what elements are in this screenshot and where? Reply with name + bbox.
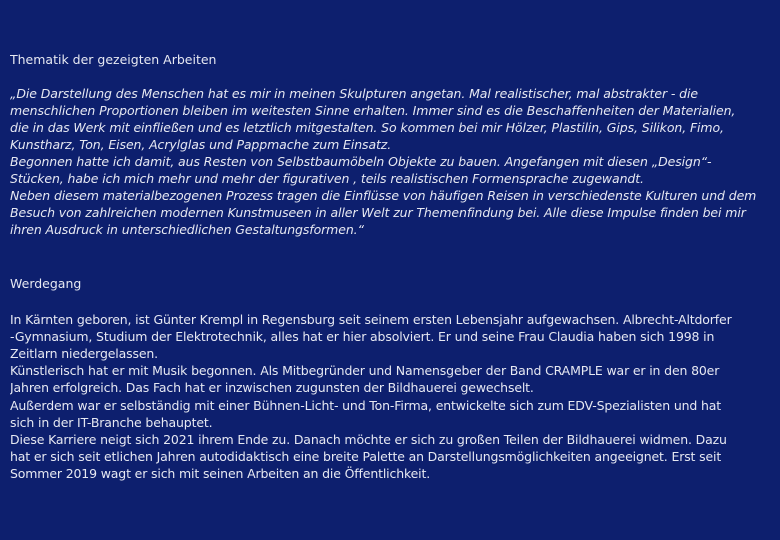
section-heading-werdegang: Werdegang <box>10 276 82 291</box>
bio-line: sich in der IT-Branche behauptet. <box>10 415 213 430</box>
quote-line: ihren Ausdruck in unterschiedlichen Gestaltungsformen.“ <box>10 222 364 237</box>
bio-line: Diese Karriere neigt sich 2021 ihrem Ende zu. Danach möchte er sich zu großen Teilen der Bildhauerei widmen. Dazu <box>10 432 727 447</box>
quote-line: Besuch von zahlreichen modernen Kunstmuseen in aller Welt zur Themenfindung bei. Alle diese Impulse finden bei mir <box>10 205 746 220</box>
quote-line: Kunstharz, Ton, Eisen, Acrylglas und Pappmache zum Einsatz. <box>10 137 392 152</box>
quote-line: menschlichen Proportionen bleiben im weitesten Sinne erhalten. Immer sind es die Beschaffenheiten der Materialien, <box>10 103 736 118</box>
quote-line: „Die Darstellung des Menschen hat es mir in meinen Skulpturen angetan. Mal realistischer, mal abstrakter - die <box>10 86 698 101</box>
bio-line: Außerdem war er selbständig mit einer Bühnen-Licht- und Ton-Firma, entwickelte sich zum EDV-Spezialisten und hat <box>10 398 722 413</box>
bio-line: Jahren erfolgreich. Das Fach hat er inzwischen zugunsten der Bildhauerei gewechselt. <box>10 380 534 395</box>
bio-line: In Kärnten geboren, ist Günter Krempl in Regensburg seit seinem ersten Lebensjahr aufgewachsen. Albrecht-Altdorfer <box>10 312 732 327</box>
quote-line: Begonnen hatte ich damit, aus Resten von Selbstbaumöbeln Objekte zu bauen. Angefangen mit diesen „Design“- <box>10 154 712 169</box>
quote-line: die in das Werk mit einfließen und es letztlich mitgestalten. So kommen bei mir Hölzer, Plastilin, Gips, Silikon, Fimo, <box>10 120 724 135</box>
quote-line: Stücken, habe ich mich mehr und mehr der figurativen , teils realistischen Formensprache zugewandt. <box>10 171 644 186</box>
bio-line: Sommer 2019 wagt er sich mit seinen Arbeiten an die Öffentlichkeit. <box>10 466 431 481</box>
section-heading-thematik: Thematik der gezeigten Arbeiten <box>10 52 217 67</box>
bio-line: hat er sich seit etlichen Jahren autodidaktisch eine breite Palette an Darstellungsmöglichkeiten angeeignet. Erst seit <box>10 449 722 464</box>
bio-line: -Gymnasium, Studium der Elektrotechnik, alles hat er hier absolviert. Er und seine Frau Claudia haben sich 1998 in <box>10 329 715 344</box>
document-page <box>10 0 780 540</box>
bio-line: Zeitlarn niedergelassen. <box>10 346 158 361</box>
quote-line: Neben diesem materialbezogenen Prozess tragen die Einflüsse von häufigen Reisen in verschiedenste Kulturen und dem <box>10 188 757 203</box>
bio-line: Künstlerisch hat er mit Musik begonnen. Als Mitbegründer und Namensgeber der Band CRAMPLE war er in den 80er <box>10 363 720 378</box>
